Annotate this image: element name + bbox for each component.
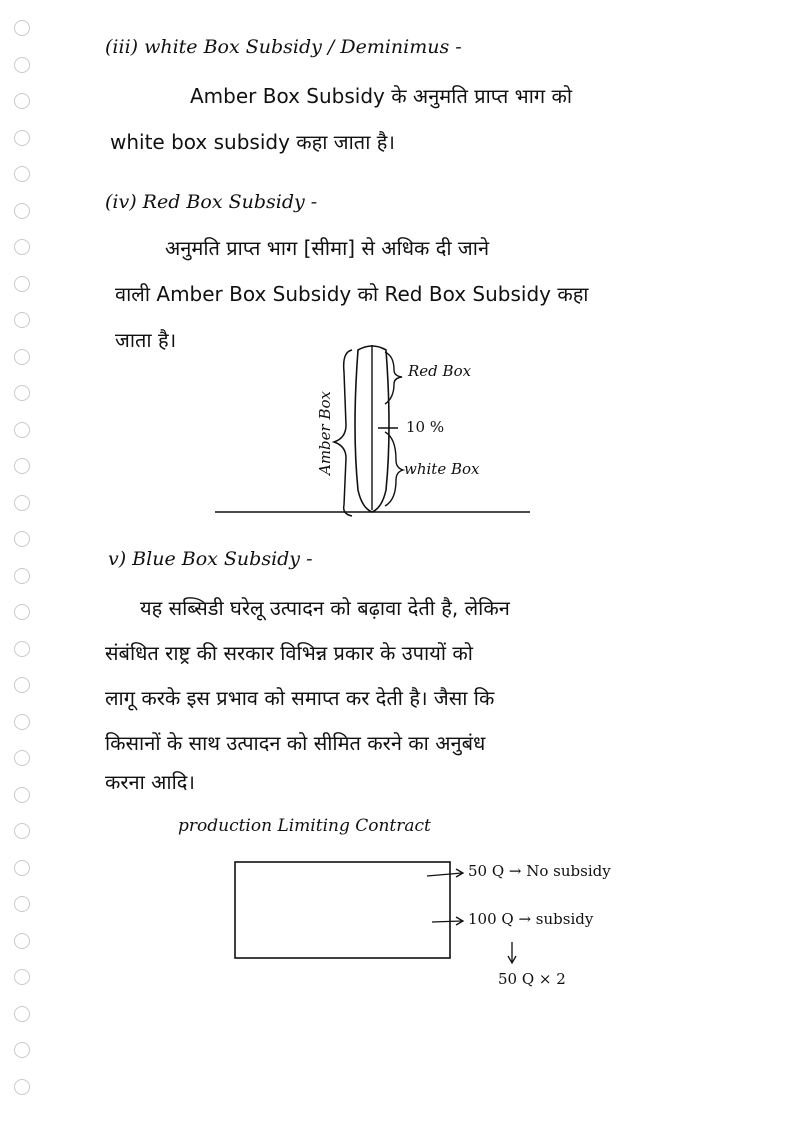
white-box-line-2: white box subsidy कहा जाता है।: [110, 130, 395, 154]
red-box-line-3: जाता है।: [115, 328, 177, 352]
arrow-100q: [432, 921, 462, 922]
label-50q-times-2: 50 Q × 2: [498, 970, 566, 988]
blue-box-line-4: किसानों के साथ उत्पादन को सीमित करने का अनुबंध: [105, 731, 486, 755]
production-diagram-title: production Limiting Contract: [178, 816, 431, 836]
arrow-50q: [427, 873, 462, 876]
blue-box-line-3: लागू करके इस प्रभाव को समाप्त कर देती है। जैसा कि: [105, 686, 495, 710]
production-box: [235, 862, 450, 958]
blue-box-line-1: यह सब्सिडी घरेलू उत्पादन को बढ़ावा देती है, लेकिन: [140, 596, 510, 620]
blue-box-line-2: संबंधित राष्ट्र की सरकार विभिन्न प्रकार के उपायों को: [105, 641, 473, 665]
blue-box-line-5: करना आदि।: [105, 770, 195, 794]
red-box-label: Red Box: [408, 362, 472, 380]
threshold-label: 10 %: [406, 418, 445, 436]
label-100q-subsidy: 100 Q → subsidy: [468, 910, 594, 928]
red-box-line-1: अनुमति प्राप्त भाग [सीमा] से अधिक दी जाने: [165, 236, 490, 260]
white-box-line-1: Amber Box Subsidy के अनुमति प्राप्त भाग को: [190, 84, 573, 108]
amber-box-side-label: Amber Box: [316, 391, 334, 475]
red-box-heading: (iv) Red Box Subsidy -: [105, 191, 318, 213]
label-50q-no-subsidy: 50 Q → No subsidy: [468, 862, 611, 880]
red-box-line-2: वाली Amber Box Subsidy को Red Box Subsidy कहा: [115, 282, 589, 306]
blue-box-heading: v) Blue Box Subsidy -: [108, 548, 313, 570]
white-box-heading: (iii) white Box Subsidy / Deminimus -: [105, 36, 462, 58]
white-box-label: white Box: [404, 460, 480, 478]
